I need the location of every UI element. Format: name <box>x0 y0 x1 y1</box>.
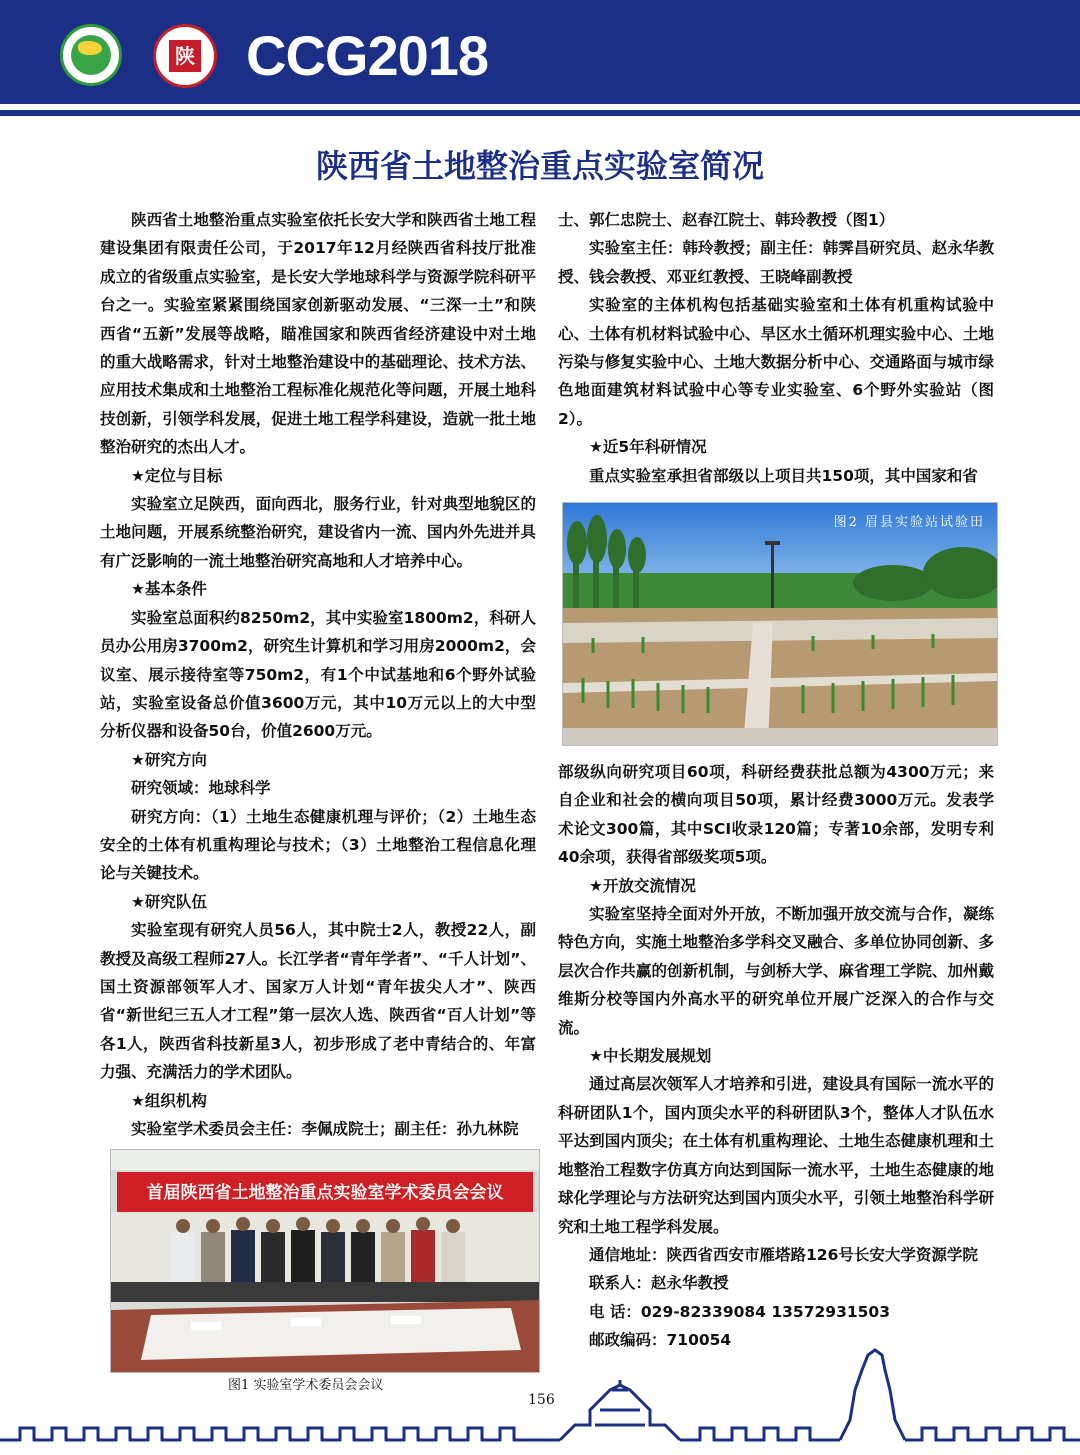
paragraph: 实验室总面积约8250m2，其中实验室1800m2，科研人员办公用房3700m2，研究生计算机和学习用房2000m2，会议室、展示接待室等750m2，有1个中试基地和6个野外试验站，实验室设备总价值3600万元，其中10万元以上的大中型分析仪器和设备50台，价值2600万元。 <box>100 608 536 741</box>
paragraph: 实验室立足陕西，面向西北，服务行业，针对典型地貌区的土地问题，开展系统整治研究，建设省内一流、国内外先进并具有广泛影响的一流土地整治研究高地和人才培养中心。 <box>100 495 536 570</box>
paragraph: 实验室学术委员会主任：李佩成院士；副主任：孙九林院 <box>131 1120 519 1138</box>
paragraph: 实验室主任：韩玲教授；副主任：韩霁昌研究员、赵永华教授、钱会教授、邓亚红教授、王晓峰副教授 <box>558 239 994 286</box>
section-heading: ★研究方向 <box>131 750 207 769</box>
brand-title: CCG2018 <box>246 24 489 87</box>
page-number: 156 <box>528 1392 555 1408</box>
paragraph: 实验室现有研究人员56人，其中院士2人，教授22人，副教授及高级工程师27人。长江学者“青年学者”、“千人计划”、国土资源部领军人才、国家万人计划“青年拔尖人才”、陕西省“新世纪三五人才工程”第一层次人选、陕西省“百人计划”等各1人，陕西省科技新星3人，初步形成了老中青结合的、年富力强、充满活力的学术团队。 <box>100 921 536 1082</box>
paragraph: 联系人：赵永华教授 <box>589 1274 729 1293</box>
page-title: 陕西省土地整治重点实验室简况 <box>315 147 764 185</box>
section-heading: ★定位与目标 <box>131 466 223 485</box>
paragraph: 通信地址：陕西省西安市雁塔路126号长安大学资源学院 <box>589 1245 978 1264</box>
section-heading: ★基本条件 <box>131 580 207 599</box>
header-stripe <box>0 110 1080 116</box>
university-seal-icon: 陕 <box>153 24 217 88</box>
paragraph: 通过高层次领军人才培养和引进，建设具有国际一流水平的科研团队1个，国内顶尖水平的科研团队3个，整体人才队伍水平达到国内顶尖；在土体有机重构理论、土地生态健康机理和土地整治工程数字仿真方向达到国际一流水平，土地生态健康的地球化学理论与方法研究达到国内顶尖水平，引领土地整治科学研究和土地工程学科发展。 <box>558 1075 994 1236</box>
section-heading: ★研究队伍 <box>131 892 207 911</box>
right-column-top <box>558 206 994 490</box>
paragraph: 士、郭仁忠院士、赵春江院士、韩玲教授（图1） <box>558 211 895 229</box>
left-column <box>100 206 536 1143</box>
figure1-banner-text: 首届陕西省土地整治重点实验室学术委员会会议 <box>146 1183 504 1203</box>
figure1-caption: 图1 实验室学术委员会会议 <box>228 1378 384 1393</box>
paragraph: 实验室的主体机构包括基础实验室和土体有机重构试验中心、土体有机材料试验中心、旱区水土循环机理实验中心、土地污染与修复实验中心、土地大数据分析中心、交通路面与城市绿色地面建筑材料试验中心等专业实验室、6个野外实验站（图2）。 <box>558 296 994 428</box>
figure2-caption: 图2 眉县实验站试验田 <box>833 515 985 530</box>
paragraph: 研究方向：（1）土地生态健康机理与评价；（2）土地生态安全的土体有机重构理论与技术；（3）土地整治工程信息化理论与关键技术。 <box>100 807 536 883</box>
soil-society-logo-icon <box>60 24 122 86</box>
section-heading: ★近5年科研情况 <box>589 438 707 457</box>
header-bar <box>0 0 1080 104</box>
section-heading: ★组织机构 <box>131 1091 207 1110</box>
section-heading: ★开放交流情况 <box>589 876 696 895</box>
right-column-bottom <box>558 758 994 1355</box>
paragraph: 部级纵向研究项目60项，科研经费获批总额为4300万元；来自企业和社会的横向项目50项，累计经费3000万元。发表学术论文300篇，其中SCI收录120篇；专著10余部，发明专利40余项，获得省部级奖项5项。 <box>558 763 994 867</box>
paragraph: 实验室坚持全面对外开放，不断加强开放交流与合作，凝练特色方向，实施土地整治多学科交叉融合、多单位协同创新、多层次合作共赢的创新机制，与剑桥大学、麻省理工学院、加州戴维斯分校等国内外高水平的研究单位开展广泛深入的合作与交流。 <box>558 905 994 1037</box>
paragraph: 邮政编码：710054 <box>589 1331 732 1350</box>
paragraph: 电 话：029-82339084 13572931503 <box>589 1302 890 1321</box>
footer-skyline-decoration <box>0 1330 1080 1455</box>
paragraph: 研究领域：地球科学 <box>131 779 271 798</box>
section-heading: ★中长期发展规划 <box>589 1047 712 1066</box>
figure2-field-photo <box>563 503 997 745</box>
paragraph: 陕西省土地整治重点实验室依托长安大学和陕西省土地工程建设集团有限责任公司，于2017年12月经陕西省科技厅批准成立的省级重点实验室，是长安大学地球科学与资源学院科研平台之一。实验室紧紧围绕国家创新驱动发展、“三深一土”和陕西省“五新”发展等战略，瞄准国家和陕西省经济建设中对土地的重大战略需求，针对土地整治建设中的基础理论、技术方法、应用技术集成和土地整治工程标准化规范化等问题，开展土地科技创新，引领学科发展，促进土地工程学科建设，造就一批土地整治研究的杰出人才。 <box>100 211 536 457</box>
field-photo-illustration <box>563 503 997 745</box>
paragraph: 重点实验室承担省部级以上项目共150项，其中国家和省 <box>589 466 978 485</box>
